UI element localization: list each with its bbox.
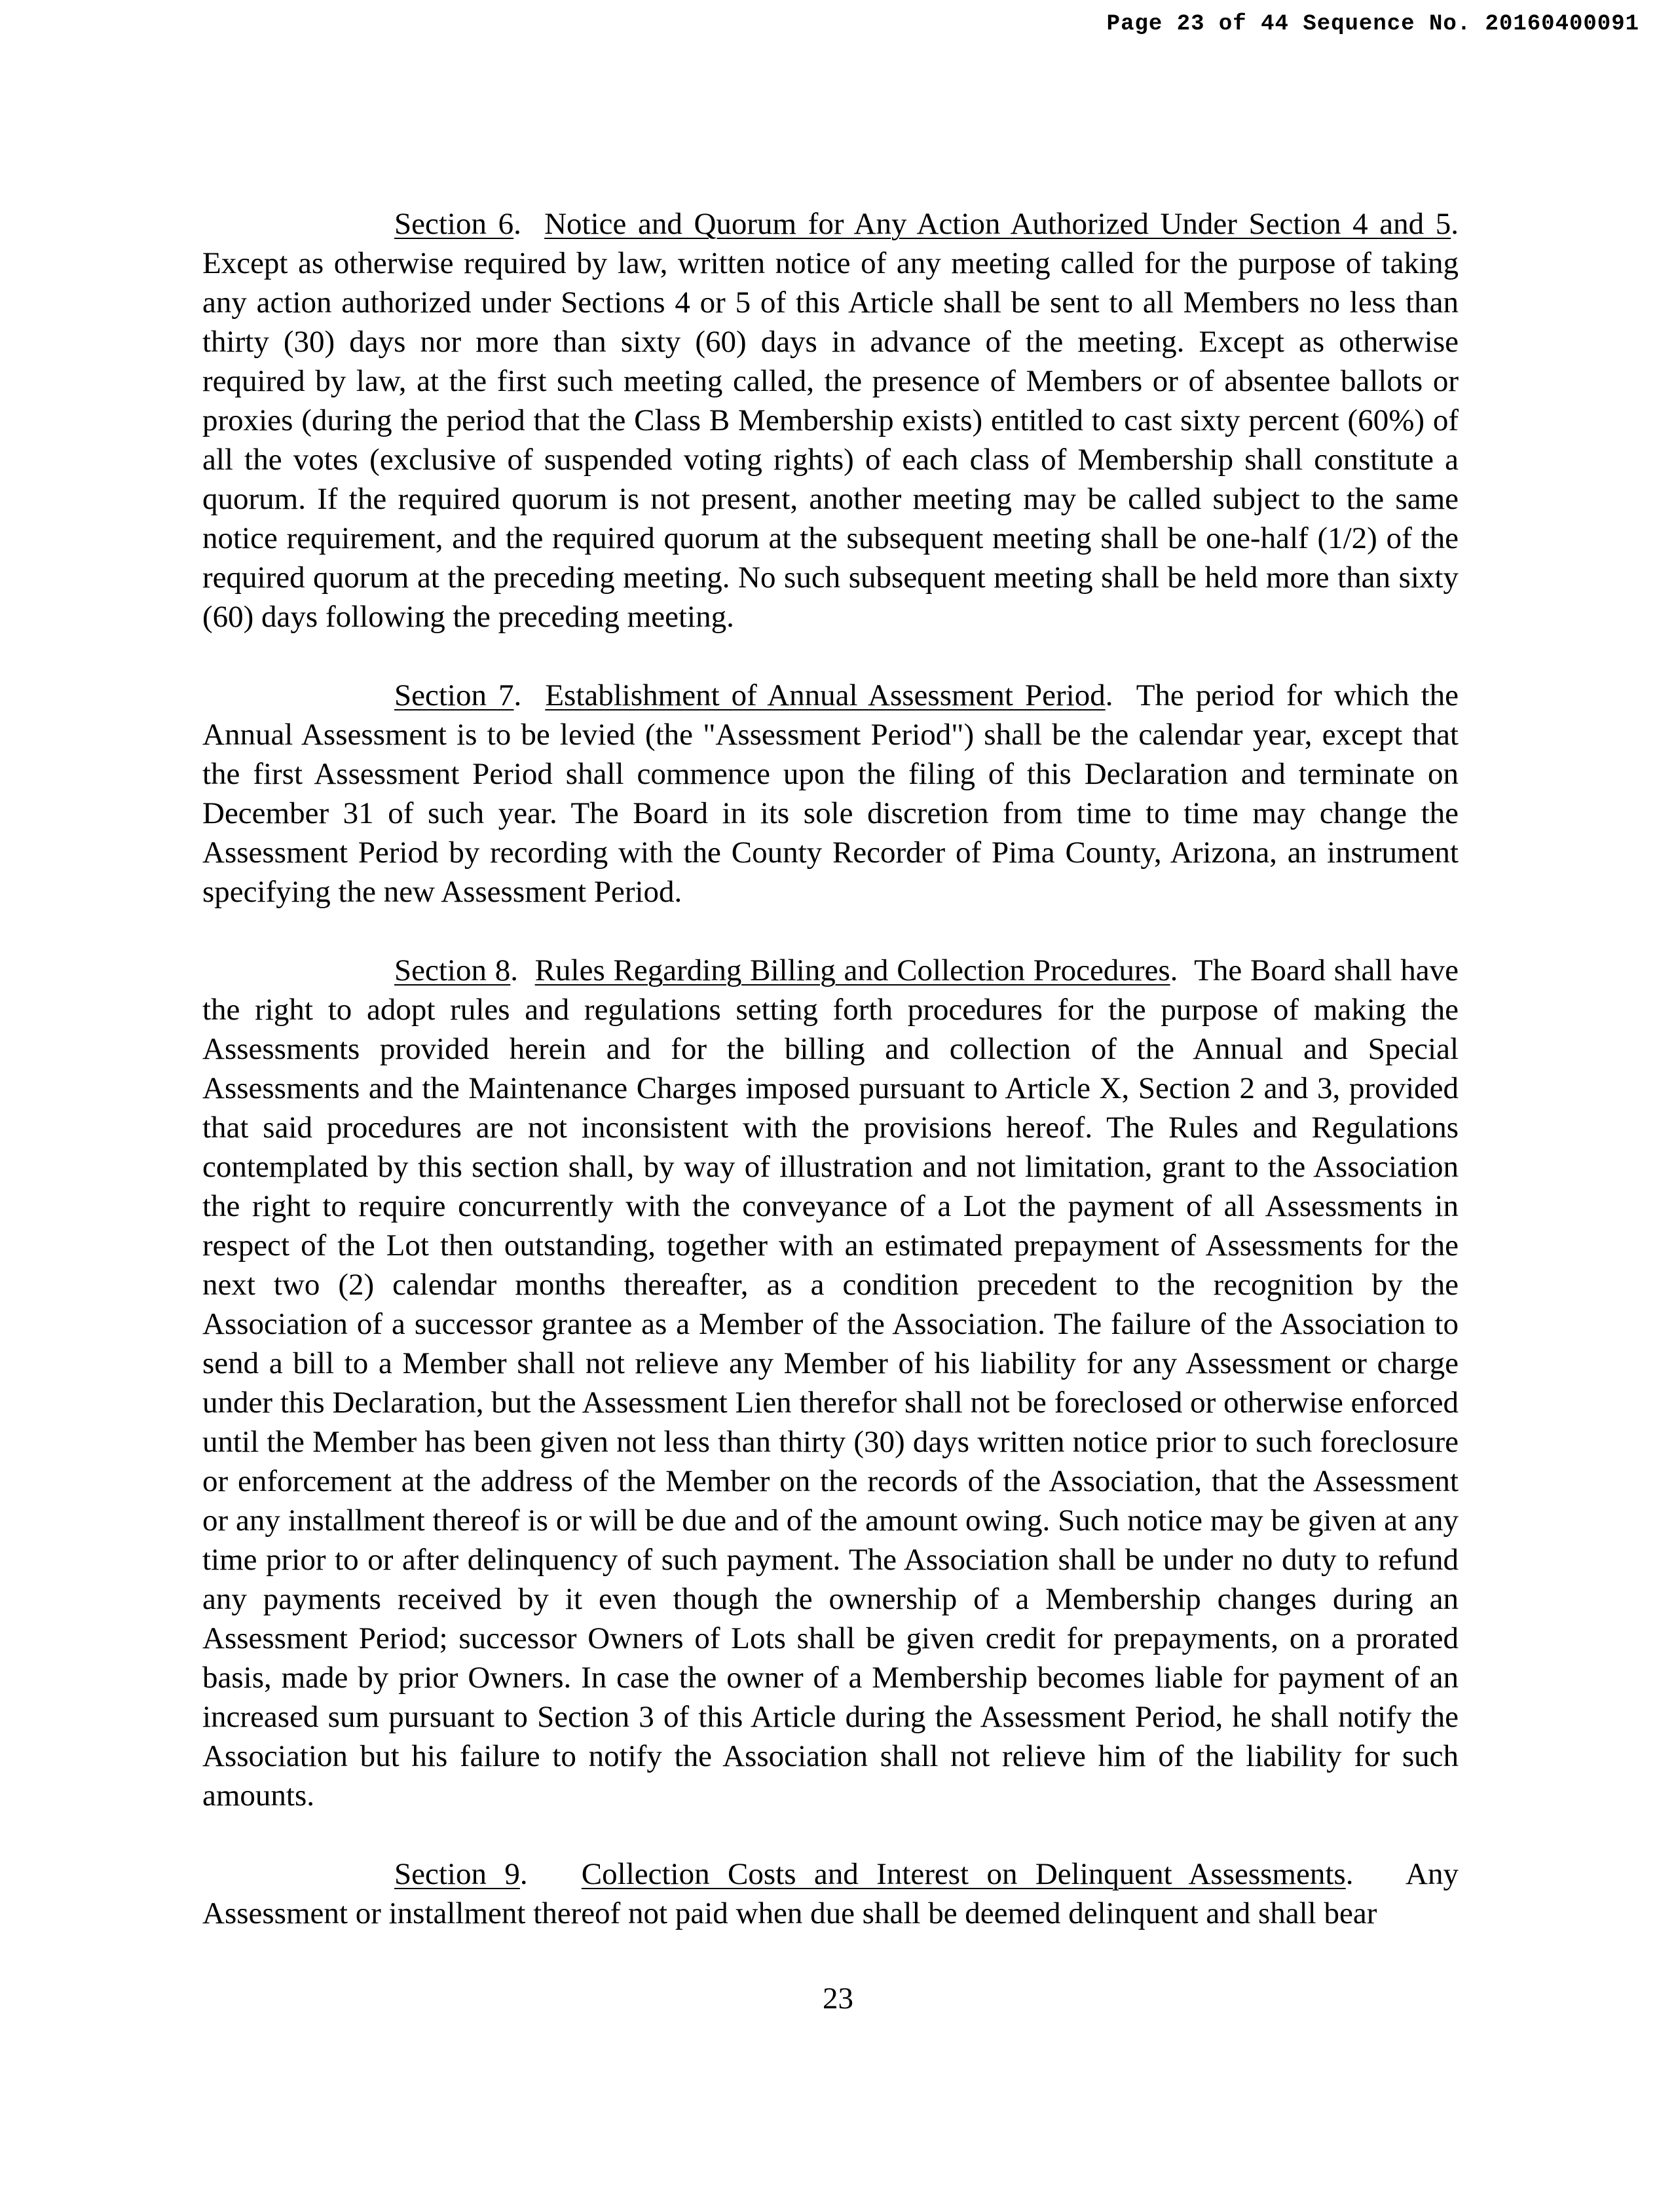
section-8-text: The Board shall have the right to adopt rules and regulations setting forth procedures for the purpose of making the Assessments provided herein and for the billing and collection of the Annual and Special Assessments and the Maintenance Charges imposed pursuant to Article X, Section 2 and 3, provided that said procedures are not inconsistent with the provisions hereof. The Rules and Regulations contemplated by this section shall, by way of illustration and not limitation, grant to the Association the right to require concurrently with the conveyance of a Lot the payment of all Assessments in respect of the Lot then outstanding, together with an estimated prepayment of Assessments for the next two (2) calendar months thereafter, as a condition precedent to the recognition by the Association of a successor grantee as a Member of the Association. The failure of the Association to send a bill to a Member shall not relieve any Member of his liability for any Assessment or charge under this Declaration, but the Assessment Lien therefor shall not be foreclosed or otherwise enforced until the Member has been given not less than thirty (30) days written notice prior to such foreclosure or enforcement at the address of the Member on the records of the Association, that the Assessment or any installment thereof is or will be due and of the amount owing. Such notice may be given at any time prior to or after delinquency of such payment. The Association shall be under no duty to refund any payments received by it even though the ownership of a Membership changes during an Assessment Period; successor Owners of Lots shall be given credit for prepayments, on a prorated basis, made by prior Owners. In case the owner of a Membership becomes liable for payment of an increased sum pursuant to Section 3 of this Article during the Assessment Period, he shall notify the Association but his failure to notify the Association shall not relieve him of the liability for such amounts. — [202, 953, 1459, 1813]
section-8-title: Rules Regarding Billing and Collection Procedures — [534, 953, 1170, 987]
section-9-title: Collection Costs and Interest on Delinquent Assessments — [581, 1857, 1346, 1891]
section-9-paragraph: Section 9. Collection Costs and Interest on Delinquent Assessments. Any Assessment or installment thereof not paid when due shall be deemed delinquent and shall bear — [202, 1857, 1459, 1930]
section-6-text: Except as otherwise required by law, written notice of any meeting called for the purpose of taking any action authorized under Sections 4 or 5 of this Article shall be sent to all Members no less than thirty (30) days nor more than sixty (60) days in advance of the meeting. Except as otherwise required by law, at the first such meeting called, the presence of Members or of absentee ballots or proxies (during the period that the Class B Membership exists) entitled to cast sixty percent (60%) of all the votes (exclusive of suspended voting rights) of each class of Membership shall constitute a quorum. If the required quorum is not present, another meeting may be called subject to the same notice requirement, and the required quorum at the subsequent meeting shall be one-half (1/2) of the required quorum at the preceding meeting. No such subsequent meeting shall be held more than sixty (60) days following the preceding meeting. — [202, 246, 1459, 634]
section-9-text: Any Assessment or installment thereof not paid when due shall be deemed delinquent and shall bear — [202, 1857, 1459, 1930]
page-number: 23 — [823, 1982, 853, 2016]
section-7-text: The period for which the Annual Assessment is to be levied (the "Assessment Period") shall be the calendar year, except that the first Assessment Period shall commence upon the filing of this Declaration and terminate on December 31 of such year. The Board in its sole discretion from time to time may change the Assessment Period by recording with the County Recorder of Pima County, Arizona, an instrument specifying the new Assessment Period. — [202, 678, 1459, 909]
section-9-number: Section 9 — [394, 1857, 520, 1891]
section-6-number: Section 6 — [394, 207, 514, 241]
section-7-title: Establishment of Annual Assessment Period — [545, 678, 1106, 712]
section-6-title: Notice and Quorum for Any Action Authorized Under Section 4 and 5 — [544, 207, 1451, 241]
page-sequence-stamp: Page 23 of 44 Sequence No. 20160400091 — [1106, 12, 1639, 37]
section-8-number: Section 8 — [394, 953, 511, 987]
section-6-paragraph: Section 6. Notice and Quorum for Any Action Authorized Under Section 4 and 5. Except as otherwise required by law, written notice of any meeting called for the purpose of taking any action authorized under Sections 4 or 5 of this Article shall be sent to all Members no less than thirty (30) days nor more than sixty (60) days in advance of the meeting. Except as otherwise required by law, at the first such meeting called, the presence of Members or of absentee ballots or proxies (during the period that the Class B Membership exists) entitled to cast sixty percent (60%) of all the votes (exclusive of suspended voting rights) of each class of Membership shall constitute a quorum. If the required quorum is not present, another meeting may be called subject to the same notice requirement, and the required quorum at the subsequent meeting shall be one-half (1/2) of the required quorum at the preceding meeting. No such subsequent meeting shall be held more than sixty (60) days following the preceding meeting. — [202, 207, 1459, 634]
section-7-paragraph: Section 7. Establishment of Annual Assessment Period. The period for which the Annual Assessment is to be levied (the "Assessment Period") shall be the calendar year, except that the first Assessment Period shall commence upon the filing of this Declaration and terminate on December 31 of such year. The Board in its sole discretion from time to time may change the Assessment Period by recording with the County Recorder of Pima County, Arizona, an instrument specifying the new Assessment Period. — [202, 678, 1459, 909]
section-8-paragraph: Section 8. Rules Regarding Billing and Collection Procedures. The Board shall have the right to adopt rules and regulations setting forth procedures for the purpose of making the Assessments provided herein and for the billing and collection of the Annual and Special Assessments and the Maintenance Charges imposed pursuant to Article X, Section 2 and 3, provided that said procedures are not inconsistent with the provisions hereof. The Rules and Regulations contemplated by this section shall, by way of illustration and not limitation, grant to the Association the right to require concurrently with the conveyance of a Lot the payment of all Assessments in respect of the Lot then outstanding, together with an estimated prepayment of Assessments for the next two (2) calendar months thereafter, as a condition precedent to the recognition by the Association of a successor grantee as a Member of the Association. The failure of the Association to send a bill to a Member shall not relieve any Member of his liability for any Assessment or charge under this Declaration, but the Assessment Lien therefor shall not be foreclosed or otherwise enforced until the Member has been given not less than thirty (30) days written notice prior to such foreclosure or enforcement at the address of the Member on the records of the Association, that the Assessment or any installment thereof is or will be due and of the amount owing. Such notice may be given at any time prior to or after delinquency of such payment. The Association shall be under no duty to refund any payments received by it even though the ownership of a Membership changes during an Assessment Period; successor Owners of Lots shall be given credit for prepayments, on a prorated basis, made by prior Owners. In case the owner of a Membership becomes liable for payment of an increased sum pursuant to Section 3 of this Article during the Assessment Period, he shall notify the Association but his failure to notify the Association shall not relieve him of the liability for such amounts. — [202, 953, 1459, 1813]
document-body — [202, 204, 1459, 1972]
section-7-number: Section 7 — [394, 678, 514, 712]
